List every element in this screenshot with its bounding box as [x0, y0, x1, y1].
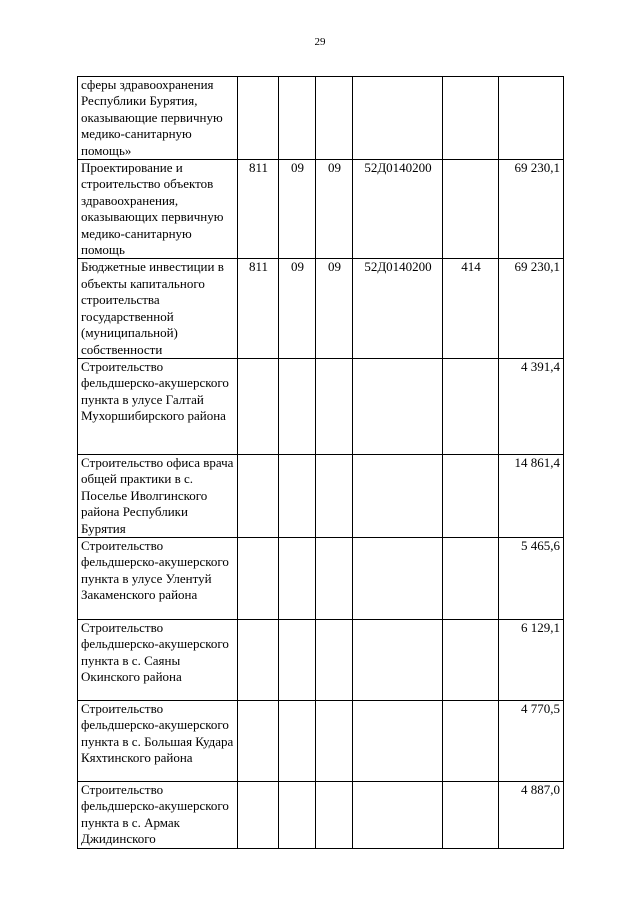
section-cell	[279, 77, 316, 160]
section-cell	[279, 358, 316, 454]
table-row	[78, 259, 564, 358]
subsection-cell	[316, 781, 353, 848]
section-cell	[279, 537, 316, 619]
grbs-cell	[238, 454, 279, 537]
expense-type-cell: 414	[443, 259, 499, 358]
row-name-cell: сферы здравоохранения Республики Бурятия, оказывающие первичную медико-санитарную помощь»	[78, 77, 238, 160]
row-name-cell: Строительство фельдшерско-акушерского пункта в улусе Улентуй Закаменского района	[78, 537, 238, 619]
expense-type-cell	[443, 77, 499, 160]
table-row	[78, 619, 564, 700]
target-article-cell	[353, 537, 443, 619]
section-cell: 09	[279, 259, 316, 358]
expense-type-cell	[443, 160, 499, 259]
subsection-cell: 09	[316, 160, 353, 259]
budget-table	[77, 76, 564, 849]
row-name-cell: Строительство фельдшерско-акушерского пункта в с. Армак Джидинского	[78, 781, 238, 848]
row-name-cell: Строительство фельдшерско-акушерского пункта в улусе Галтай Мухоршибирского района	[78, 358, 238, 454]
target-article-cell: 52Д0140200	[353, 160, 443, 259]
grbs-cell	[238, 700, 279, 781]
amount-cell: 4 391,4	[499, 358, 564, 454]
target-article-cell	[353, 781, 443, 848]
table-row	[78, 700, 564, 781]
grbs-cell	[238, 77, 279, 160]
amount-cell	[499, 77, 564, 160]
subsection-cell: 09	[316, 259, 353, 358]
amount-cell: 4 770,5	[499, 700, 564, 781]
grbs-cell	[238, 358, 279, 454]
section-cell	[279, 781, 316, 848]
target-article-cell	[353, 77, 443, 160]
amount-cell: 4 887,0	[499, 781, 564, 848]
table-row	[78, 781, 564, 848]
grbs-cell: 811	[238, 160, 279, 259]
page-number: 29	[314, 36, 326, 48]
grbs-cell	[238, 537, 279, 619]
table-row	[78, 454, 564, 537]
target-article-cell: 52Д0140200	[353, 259, 443, 358]
grbs-cell	[238, 781, 279, 848]
expense-type-cell	[443, 700, 499, 781]
amount-cell: 6 129,1	[499, 619, 564, 700]
section-cell	[279, 454, 316, 537]
table-row	[78, 77, 564, 160]
grbs-cell	[238, 619, 279, 700]
expense-type-cell	[443, 454, 499, 537]
row-name-cell: Строительство фельдшерско-акушерского пункта в с. Большая Кудара Кяхтинского района	[78, 700, 238, 781]
row-name-cell: Бюджетные инвестиции в объекты капитального строительства государственной (муниципальной) собственности	[78, 259, 238, 358]
table-row	[78, 160, 564, 259]
subsection-cell	[316, 454, 353, 537]
expense-type-cell	[443, 358, 499, 454]
expense-type-cell	[443, 781, 499, 848]
target-article-cell	[353, 700, 443, 781]
subsection-cell	[316, 700, 353, 781]
section-cell: 09	[279, 160, 316, 259]
subsection-cell	[316, 537, 353, 619]
section-cell	[279, 619, 316, 700]
table-row	[78, 358, 564, 454]
target-article-cell	[353, 358, 443, 454]
amount-cell: 14 861,4	[499, 454, 564, 537]
subsection-cell	[316, 77, 353, 160]
table-row	[78, 537, 564, 619]
row-name-cell: Строительство офиса врача общей практики в с. Поселье Иволгинского района Республики Бурятия	[78, 454, 238, 537]
grbs-cell: 811	[238, 259, 279, 358]
row-name-cell: Строительство фельдшерско-акушерского пункта в с. Саяны Окинского района	[78, 619, 238, 700]
expense-type-cell	[443, 537, 499, 619]
amount-cell: 5 465,6	[499, 537, 564, 619]
subsection-cell	[316, 619, 353, 700]
subsection-cell	[316, 358, 353, 454]
row-name-cell: Проектирование и строительство объектов здравоохранения, оказывающих первичную медико-санитарную помощь	[78, 160, 238, 259]
section-cell	[279, 700, 316, 781]
budget-table-body	[78, 77, 564, 849]
amount-cell: 69 230,1	[499, 160, 564, 259]
amount-cell: 69 230,1	[499, 259, 564, 358]
target-article-cell	[353, 454, 443, 537]
target-article-cell	[353, 619, 443, 700]
expense-type-cell	[443, 619, 499, 700]
